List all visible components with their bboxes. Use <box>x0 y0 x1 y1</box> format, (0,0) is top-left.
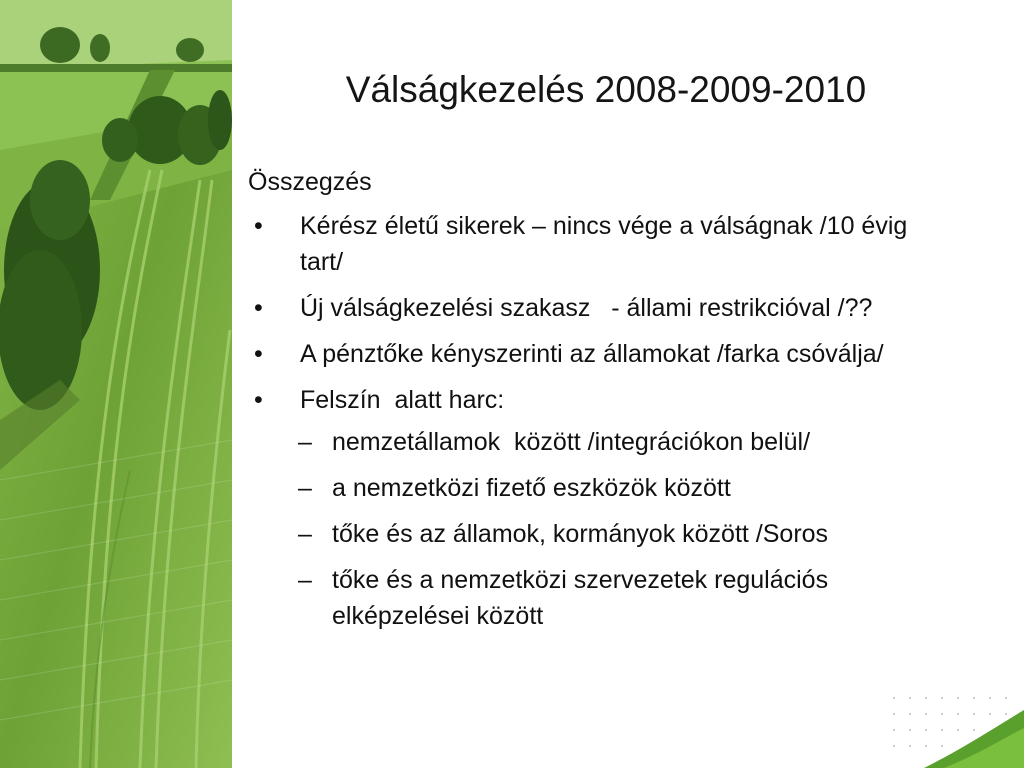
bullet-text: Új válságkezelési szakasz - állami restrikcióval /?? <box>300 294 873 322</box>
section-heading: Összegzés <box>248 168 372 196</box>
bullet-item <box>248 208 948 280</box>
sub-item-text: a nemzetközi fizető eszközök között <box>332 474 731 502</box>
bullet-text: A pénztőke kényszerinti az államokat /farka csóválja/ <box>300 340 884 368</box>
dash-icon: – <box>298 520 312 548</box>
dash-icon: – <box>298 428 312 456</box>
sub-item <box>248 562 952 634</box>
bullet-item <box>248 336 948 372</box>
bullet-dot-icon: • <box>254 294 263 322</box>
bullet-text: Kérész életű sikerek – nincs vége a válságnak /10 évig tart/ <box>300 212 908 276</box>
slide-body <box>248 164 948 644</box>
bullet-list <box>248 208 948 634</box>
field-photo <box>0 0 232 768</box>
sub-item-text: tőke és az államok, kormányok között /Soros <box>332 520 829 548</box>
bullet-item <box>248 290 948 326</box>
sub-item <box>248 516 948 552</box>
bullet-item <box>248 382 948 418</box>
corner-decoration <box>884 688 1024 768</box>
bullet-dot-icon: • <box>254 340 263 368</box>
sub-item-text: nemzetállamok között /integrációkon belül/ <box>332 428 811 456</box>
bullet-dot-icon: • <box>254 212 263 240</box>
sub-item <box>248 424 948 460</box>
dash-icon: – <box>298 566 312 594</box>
sub-item <box>248 470 948 506</box>
dash-icon: – <box>298 474 312 502</box>
bullet-text: Felszín alatt harc: <box>300 386 505 414</box>
slide-title: Válságkezelés 2008-2009-2010 <box>345 69 867 110</box>
sub-item-text: tőke és a nemzetközi szervezetek regulációs elképzelései között <box>332 566 829 630</box>
bullet-dot-icon: • <box>254 386 263 414</box>
